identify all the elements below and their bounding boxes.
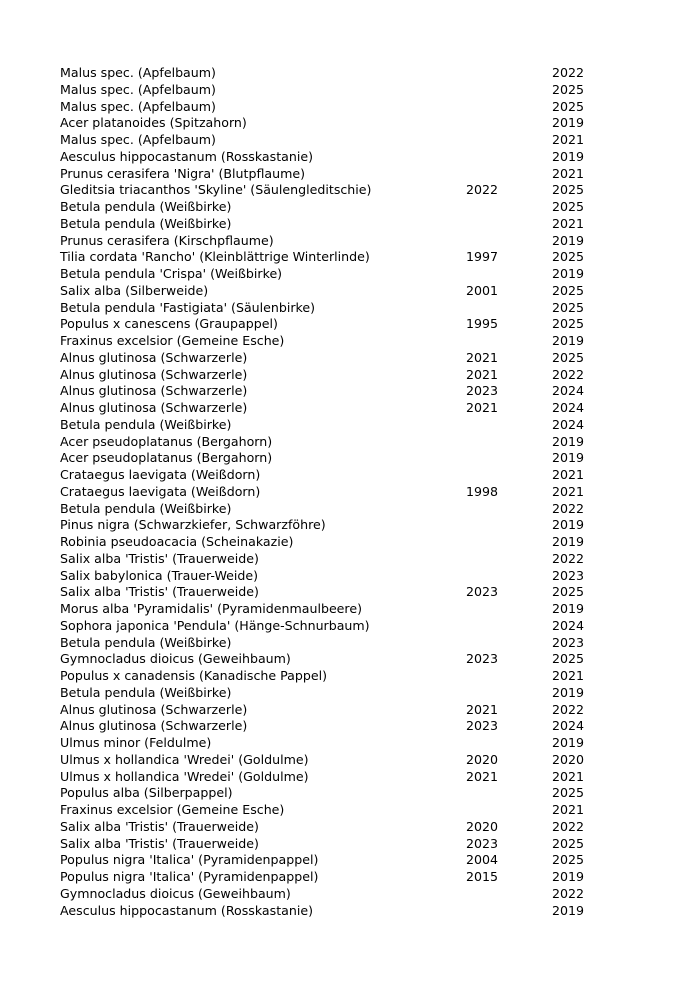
table-row — [60, 869, 660, 886]
record-year: 2025 — [552, 785, 585, 801]
planting-year: 1998 — [466, 483, 499, 499]
tree-species-name: Populus x canadensis (Kanadische Pappel) — [60, 668, 327, 683]
record-year: 2021 — [552, 768, 585, 784]
planting-year: 2020 — [466, 818, 499, 834]
table-row — [60, 132, 660, 149]
planting-year: 2023 — [466, 651, 499, 667]
record-year: 2019 — [552, 115, 585, 131]
record-year: 2021 — [552, 668, 585, 683]
tree-species-name: Malus spec. (Apfelbaum) — [60, 65, 216, 80]
table-row — [60, 216, 660, 233]
planting-year: 2004 — [466, 852, 499, 868]
table-row — [60, 400, 660, 417]
table-row — [60, 584, 660, 601]
tree-species-name: Gleditsia triacanthos 'Skyline' (Säulengleditschie) — [60, 182, 372, 198]
record-year: 2025 — [552, 81, 585, 97]
tree-species-name: Salix alba 'Tristis' (Trauerweide) — [60, 550, 259, 566]
table-row — [60, 233, 660, 250]
table-row — [60, 484, 660, 501]
table-row — [60, 82, 660, 99]
record-year: 2019 — [552, 735, 585, 750]
record-year: 2024 — [552, 617, 585, 633]
tree-species-name: Prunus cerasifera 'Nigra' (Blutpflaume) — [60, 165, 306, 181]
tree-species-name: Populus x canescens (Graupappel) — [60, 316, 278, 332]
tree-species-name: Ulmus minor (Feldulme) — [60, 735, 212, 750]
table-row — [60, 450, 660, 467]
table-row — [60, 166, 660, 183]
record-year: 2025 — [552, 349, 585, 365]
table-row — [60, 367, 660, 384]
record-year: 2022 — [552, 65, 585, 80]
table-row — [60, 802, 660, 819]
record-year: 2023 — [552, 567, 585, 583]
record-year: 2019 — [552, 601, 585, 616]
table-row — [60, 149, 660, 166]
record-year: 2020 — [552, 751, 585, 767]
record-year: 2022 — [552, 818, 585, 834]
tree-species-name: Alnus glutinosa (Schwarzerle) — [60, 718, 248, 734]
tree-species-name: Salix babylonica (Trauer-Weide) — [60, 567, 259, 583]
tree-species-name: Prunus cerasifera (Kirschpflaume) — [60, 232, 274, 248]
table-row — [60, 249, 660, 266]
planting-year: 2021 — [466, 366, 499, 382]
table-row — [60, 685, 660, 702]
record-year: 2025 — [552, 852, 585, 868]
planting-year: 2021 — [466, 768, 499, 784]
tree-list-table — [60, 65, 660, 919]
record-year: 2024 — [552, 400, 585, 415]
record-year: 2025 — [552, 316, 585, 332]
record-year: 2019 — [552, 148, 585, 164]
tree-species-name: Acer pseudoplatanus (Bergahorn) — [60, 433, 273, 449]
planting-year: 2023 — [466, 383, 499, 399]
table-row — [60, 785, 660, 802]
tree-species-name: Populus nigra 'Italica' (Pyramidenpappel) — [60, 852, 319, 868]
tree-species-name: Alnus glutinosa (Schwarzerle) — [60, 701, 248, 717]
tree-species-name: Betula pendula (Weißbirke) — [60, 684, 232, 700]
record-year: 2024 — [552, 718, 585, 734]
table-row — [60, 668, 660, 685]
record-year: 2025 — [552, 835, 585, 851]
tree-species-name: Salix alba 'Tristis' (Trauerweide) — [60, 835, 259, 851]
record-year: 2019 — [552, 534, 585, 549]
tree-species-name: Morus alba 'Pyramidalis' (Pyramidenmaulbeere) — [60, 601, 362, 616]
planting-year: 2001 — [466, 282, 499, 298]
tree-species-name: Acer pseudoplatanus (Bergahorn) — [60, 450, 273, 466]
table-row — [60, 752, 660, 769]
tree-species-name: Betula pendula 'Crispa' (Weißbirke) — [60, 266, 283, 281]
record-year: 2021 — [552, 132, 585, 147]
table-row — [60, 702, 660, 719]
table-row — [60, 501, 660, 518]
tree-species-name: Alnus glutinosa (Schwarzerle) — [60, 383, 248, 399]
tree-species-name: Alnus glutinosa (Schwarzerle) — [60, 366, 248, 382]
record-year: 2019 — [552, 433, 585, 449]
planting-year: 2021 — [466, 349, 499, 365]
tree-species-name: Malus spec. (Apfelbaum) — [60, 81, 216, 97]
tree-species-name: Betula pendula 'Fastigiata' (Säulenbirke) — [60, 299, 316, 315]
planting-year: 2020 — [466, 751, 499, 767]
table-row — [60, 568, 660, 585]
planting-year: 2015 — [466, 869, 499, 884]
table-row — [60, 266, 660, 283]
table-row — [60, 300, 660, 317]
table-row — [60, 718, 660, 735]
tree-species-name: Betula pendula (Weißbirke) — [60, 634, 232, 650]
table-row — [60, 182, 660, 199]
table-row — [60, 417, 660, 434]
record-year: 2021 — [552, 467, 585, 482]
record-year: 2019 — [552, 266, 585, 281]
record-year: 2022 — [552, 701, 585, 717]
table-row — [60, 383, 660, 400]
record-year: 2025 — [552, 182, 585, 198]
record-year: 2021 — [552, 215, 585, 231]
table-row — [60, 350, 660, 367]
record-year: 2025 — [552, 199, 585, 214]
record-year: 2021 — [552, 483, 585, 499]
tree-species-name: Salix alba 'Tristis' (Trauerweide) — [60, 818, 259, 834]
record-year: 2021 — [552, 165, 585, 181]
table-row — [60, 635, 660, 652]
table-row — [60, 467, 660, 484]
tree-species-name: Robinia pseudoacacia (Scheinakazie) — [60, 534, 294, 549]
tree-species-name: Salix alba 'Tristis' (Trauerweide) — [60, 584, 259, 600]
table-row — [60, 601, 660, 618]
planting-year: 2021 — [466, 400, 499, 415]
planting-year: 2023 — [466, 584, 499, 600]
planting-year: 1997 — [466, 249, 499, 265]
table-row — [60, 618, 660, 635]
planting-year: 1995 — [466, 316, 499, 332]
record-year: 2025 — [552, 249, 585, 265]
planting-year: 2022 — [466, 182, 499, 198]
record-year: 2022 — [552, 500, 585, 516]
tree-species-name: Betula pendula (Weißbirke) — [60, 199, 232, 214]
table-row — [60, 735, 660, 752]
record-year: 2022 — [552, 366, 585, 382]
table-row — [60, 517, 660, 534]
record-year: 2019 — [552, 333, 585, 348]
tree-species-name: Ulmus x hollandica 'Wredei' (Goldulme) — [60, 751, 309, 767]
record-year: 2025 — [552, 299, 585, 315]
tree-species-name: Betula pendula (Weißbirke) — [60, 215, 232, 231]
record-year: 2019 — [552, 902, 585, 918]
record-year: 2019 — [552, 517, 585, 533]
planting-year: 2023 — [466, 835, 499, 851]
record-year: 2019 — [552, 450, 585, 466]
tree-species-name: Fraxinus excelsior (Gemeine Esche) — [60, 333, 285, 348]
table-row — [60, 651, 660, 668]
record-year: 2025 — [552, 98, 585, 114]
tree-species-name: Malus spec. (Apfelbaum) — [60, 98, 216, 114]
table-row — [60, 886, 660, 903]
tree-species-name: Pinus nigra (Schwarzkiefer, Schwarzföhre) — [60, 517, 326, 533]
tree-species-name: Alnus glutinosa (Schwarzerle) — [60, 349, 248, 365]
record-year: 2025 — [552, 651, 585, 667]
record-year: 2019 — [552, 869, 585, 884]
table-row — [60, 551, 660, 568]
tree-species-name: Gymnocladus dioicus (Geweihbaum) — [60, 651, 291, 667]
table-row — [60, 769, 660, 786]
table-row — [60, 115, 660, 132]
table-row — [60, 534, 660, 551]
record-year: 2019 — [552, 232, 585, 248]
record-year: 2024 — [552, 416, 585, 432]
table-row — [60, 199, 660, 216]
tree-species-name: Alnus glutinosa (Schwarzerle) — [60, 400, 248, 415]
record-year: 2019 — [552, 684, 585, 700]
tree-species-name: Sophora japonica 'Pendula' (Hänge-Schnurbaum) — [60, 617, 370, 633]
tree-species-name: Betula pendula (Weißbirke) — [60, 500, 232, 516]
table-row — [60, 903, 660, 920]
table-row — [60, 819, 660, 836]
record-year: 2024 — [552, 383, 585, 399]
table-row — [60, 333, 660, 350]
tree-species-name: Crataegus laevigata (Weißdorn) — [60, 467, 261, 482]
tree-species-name: Populus alba (Silberpappel) — [60, 785, 233, 801]
table-row — [60, 283, 660, 300]
table-row — [60, 316, 660, 333]
tree-species-name: Malus spec. (Apfelbaum) — [60, 132, 216, 147]
record-year: 2022 — [552, 550, 585, 566]
tree-species-name: Tilia cordata 'Rancho' (Kleinblättrige Winterlinde) — [60, 249, 370, 265]
planting-year: 2023 — [466, 718, 499, 734]
record-year: 2021 — [552, 802, 585, 817]
tree-species-name: Populus nigra 'Italica' (Pyramidenpappel) — [60, 869, 319, 884]
table-row — [60, 65, 660, 82]
table-row — [60, 852, 660, 869]
tree-species-name: Gymnocladus dioicus (Geweihbaum) — [60, 885, 291, 901]
table-row — [60, 836, 660, 853]
record-year: 2023 — [552, 634, 585, 650]
tree-species-name: Ulmus x hollandica 'Wredei' (Goldulme) — [60, 768, 309, 784]
planting-year: 2021 — [466, 701, 499, 717]
tree-species-name: Acer platanoides (Spitzahorn) — [60, 115, 247, 131]
tree-species-name: Salix alba (Silberweide) — [60, 282, 209, 298]
tree-species-name: Crataegus laevigata (Weißdorn) — [60, 483, 261, 499]
tree-species-name: Fraxinus excelsior (Gemeine Esche) — [60, 802, 285, 817]
record-year: 2025 — [552, 584, 585, 600]
record-year: 2022 — [552, 885, 585, 901]
tree-species-name: Aesculus hippocastanum (Rosskastanie) — [60, 148, 313, 164]
record-year: 2025 — [552, 282, 585, 298]
table-row — [60, 99, 660, 116]
tree-species-name: Aesculus hippocastanum (Rosskastanie) — [60, 902, 313, 918]
tree-species-name: Betula pendula (Weißbirke) — [60, 416, 232, 432]
table-row — [60, 434, 660, 451]
